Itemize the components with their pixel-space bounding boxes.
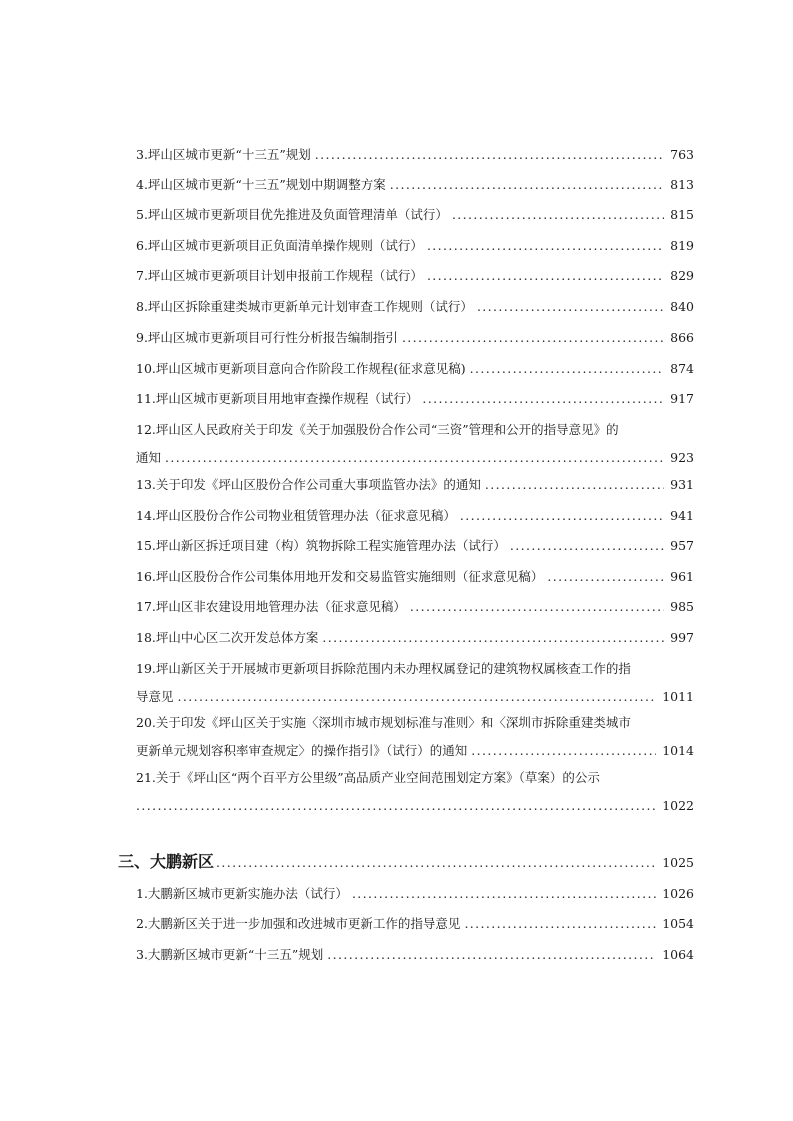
toc-entry[interactable]: [136, 238, 694, 254]
toc-entry-title-line1: 19.坪山新区关于开展城市更新项目拆除范围内未办理权属登记的建筑物权属核查工作的指: [136, 661, 631, 676]
leader-dots: [422, 391, 664, 407]
leader-dots: [485, 477, 664, 493]
toc-entry[interactable]: [136, 569, 694, 585]
toc-entry-title: 11.坪山区城市更新项目用地审查操作规程（试行）: [136, 391, 419, 406]
toc-entry-page: 923: [670, 450, 694, 465]
toc-entry-page: 1011: [662, 689, 694, 704]
toc-entry-title: 14.坪山区股份合作公司物业租赁管理办法（征求意见稿）: [136, 508, 456, 523]
toc-entry-page: 997: [670, 630, 694, 645]
section-page: 1025: [662, 855, 694, 870]
toc-entry[interactable]: [136, 207, 694, 223]
toc-entry-title: 13.关于印发《坪山区股份合作公司重大事项监管办法》的通知: [136, 477, 481, 492]
leader-dots: [427, 268, 664, 284]
toc-entry-page: 763: [670, 147, 694, 162]
leader-dots: [464, 916, 656, 932]
toc-entry-page: 866: [670, 330, 694, 345]
leader-dots: [402, 330, 664, 346]
leader-dots: [477, 299, 664, 315]
toc-entry[interactable]: [136, 391, 694, 407]
toc-entry-page: 1026: [662, 886, 694, 901]
leader-dots: [136, 798, 656, 814]
toc-entry-page: 819: [670, 238, 694, 253]
leader-dots: [547, 569, 664, 585]
toc-entry-title: 10.坪山区城市更新项目意向合作阶段工作规程(征求意见稿): [136, 361, 466, 376]
leader-dots: [471, 743, 656, 759]
toc-entry-title: 15.坪山新区拆迁项目建（构）筑物拆除工程实施管理办法（试行）: [136, 538, 506, 553]
leader-dots: [322, 630, 664, 646]
toc-entry[interactable]: [136, 886, 694, 902]
toc-entry-title: 更新单元规划容积率审查规定〉的操作指引》（试行）的通知: [136, 743, 468, 758]
toc-entry[interactable]: [136, 947, 694, 963]
toc-entry-page: 1014: [662, 743, 694, 758]
toc-entry[interactable]: [136, 916, 694, 932]
toc-entry-title-line1: 21.关于《坪山区“两个百平方公里级”高品质产业空间范围划定方案》（草案）的公示: [136, 770, 600, 785]
section-title: 三、大鹏新区: [118, 852, 215, 871]
leader-dots: [470, 361, 665, 377]
toc-entry-title: 4.坪山区城市更新“十三五”规划中期调整方案: [136, 177, 386, 192]
toc-entry-title: 3.大鹏新区城市更新“十三五”规划: [136, 947, 324, 962]
leader-dots: [352, 886, 656, 902]
toc-entry-title-line1: 20.关于印发《坪山区关于实施〈深圳市城市规划标准与准则〉和〈深圳市拆除重建类城市: [136, 715, 631, 730]
toc-entry-page: 874: [670, 361, 694, 376]
leader-dots: [315, 147, 664, 163]
toc-entry-title: 18.坪山中心区二次开发总体方案: [136, 630, 319, 645]
toc-entry-page: 815: [670, 207, 694, 222]
toc-entry[interactable]: [136, 630, 694, 646]
toc-entry-page: 961: [670, 569, 694, 584]
toc-entry[interactable]: [136, 661, 694, 705]
toc-entry[interactable]: [136, 422, 694, 466]
leader-dots: [452, 207, 664, 223]
toc-section-heading[interactable]: [118, 853, 694, 872]
leader-dots: [165, 450, 664, 466]
toc-entry-page: 813: [670, 177, 694, 192]
leader-dots: [327, 947, 656, 963]
toc-entry-title: 通知: [136, 450, 162, 465]
toc-entry-page: 985: [670, 599, 694, 614]
toc-entry[interactable]: [136, 147, 694, 163]
toc-entry-page: 931: [670, 477, 694, 492]
toc-entry-page: 1054: [662, 916, 694, 931]
toc-entry[interactable]: [136, 599, 694, 615]
leader-dots: [510, 538, 664, 554]
toc-entry-title: 3.坪山区城市更新“十三五”规划: [136, 147, 311, 162]
toc-entry-title: 9.坪山区城市更新项目可行性分析报告编制指引: [136, 330, 398, 345]
toc-entry-page: 941: [670, 508, 694, 523]
toc-entry-title: 8.坪山区拆除重建类城市更新单元计划审查工作规则（试行）: [136, 299, 473, 314]
toc-entry-title: 2.大鹏新区关于进一步加强和改进城市更新工作的指导意见: [136, 916, 461, 931]
toc-entry[interactable]: [136, 538, 694, 554]
toc-entry-title: 导意见: [136, 689, 174, 704]
toc-entry-page: 840: [670, 299, 694, 314]
toc-entry-page: 1022: [662, 798, 694, 813]
toc-entry[interactable]: [136, 330, 694, 346]
leader-dots: [460, 508, 664, 524]
toc-entry[interactable]: [136, 361, 694, 377]
leader-dots: [410, 599, 664, 615]
toc-entry-title: 1.大鹏新区城市更新实施办法（试行）: [136, 886, 348, 901]
toc-entry[interactable]: [136, 268, 694, 284]
toc-entry[interactable]: [136, 477, 694, 493]
toc-entry[interactable]: [136, 508, 694, 524]
toc-entry-page: 829: [670, 268, 694, 283]
toc-entry-title: 17.坪山区非农建设用地管理办法（征求意见稿）: [136, 599, 406, 614]
leader-dots: [427, 238, 664, 254]
toc-entry[interactable]: [136, 299, 694, 315]
toc-entry[interactable]: [136, 177, 694, 193]
toc-entry[interactable]: [136, 715, 694, 759]
toc-entry-page: 957: [670, 538, 694, 553]
toc-entry[interactable]: [136, 770, 694, 814]
toc-entry-page: 917: [670, 391, 694, 406]
leader-dots: [178, 689, 657, 705]
toc-entry-title: 7.坪山区城市更新项目计划申报前工作规程（试行）: [136, 268, 423, 283]
toc-entry-title: 5.坪山区城市更新项目优先推进及负面管理清单（试行）: [136, 207, 448, 222]
leader-dots: [216, 854, 656, 872]
leader-dots: [390, 177, 664, 193]
toc-entry-title-line1: 12.坪山区人民政府关于印发《关于加强股份合作公司“三资”管理和公开的指导意见》的: [136, 422, 619, 437]
toc-entry-title: 16.坪山区股份合作公司集体用地开发和交易监管实施细则（征求意见稿）: [136, 569, 544, 584]
toc-entry-title: 6.坪山区城市更新项目正负面清单操作规则（试行）: [136, 238, 423, 253]
toc-entry-page: 1064: [662, 947, 694, 962]
